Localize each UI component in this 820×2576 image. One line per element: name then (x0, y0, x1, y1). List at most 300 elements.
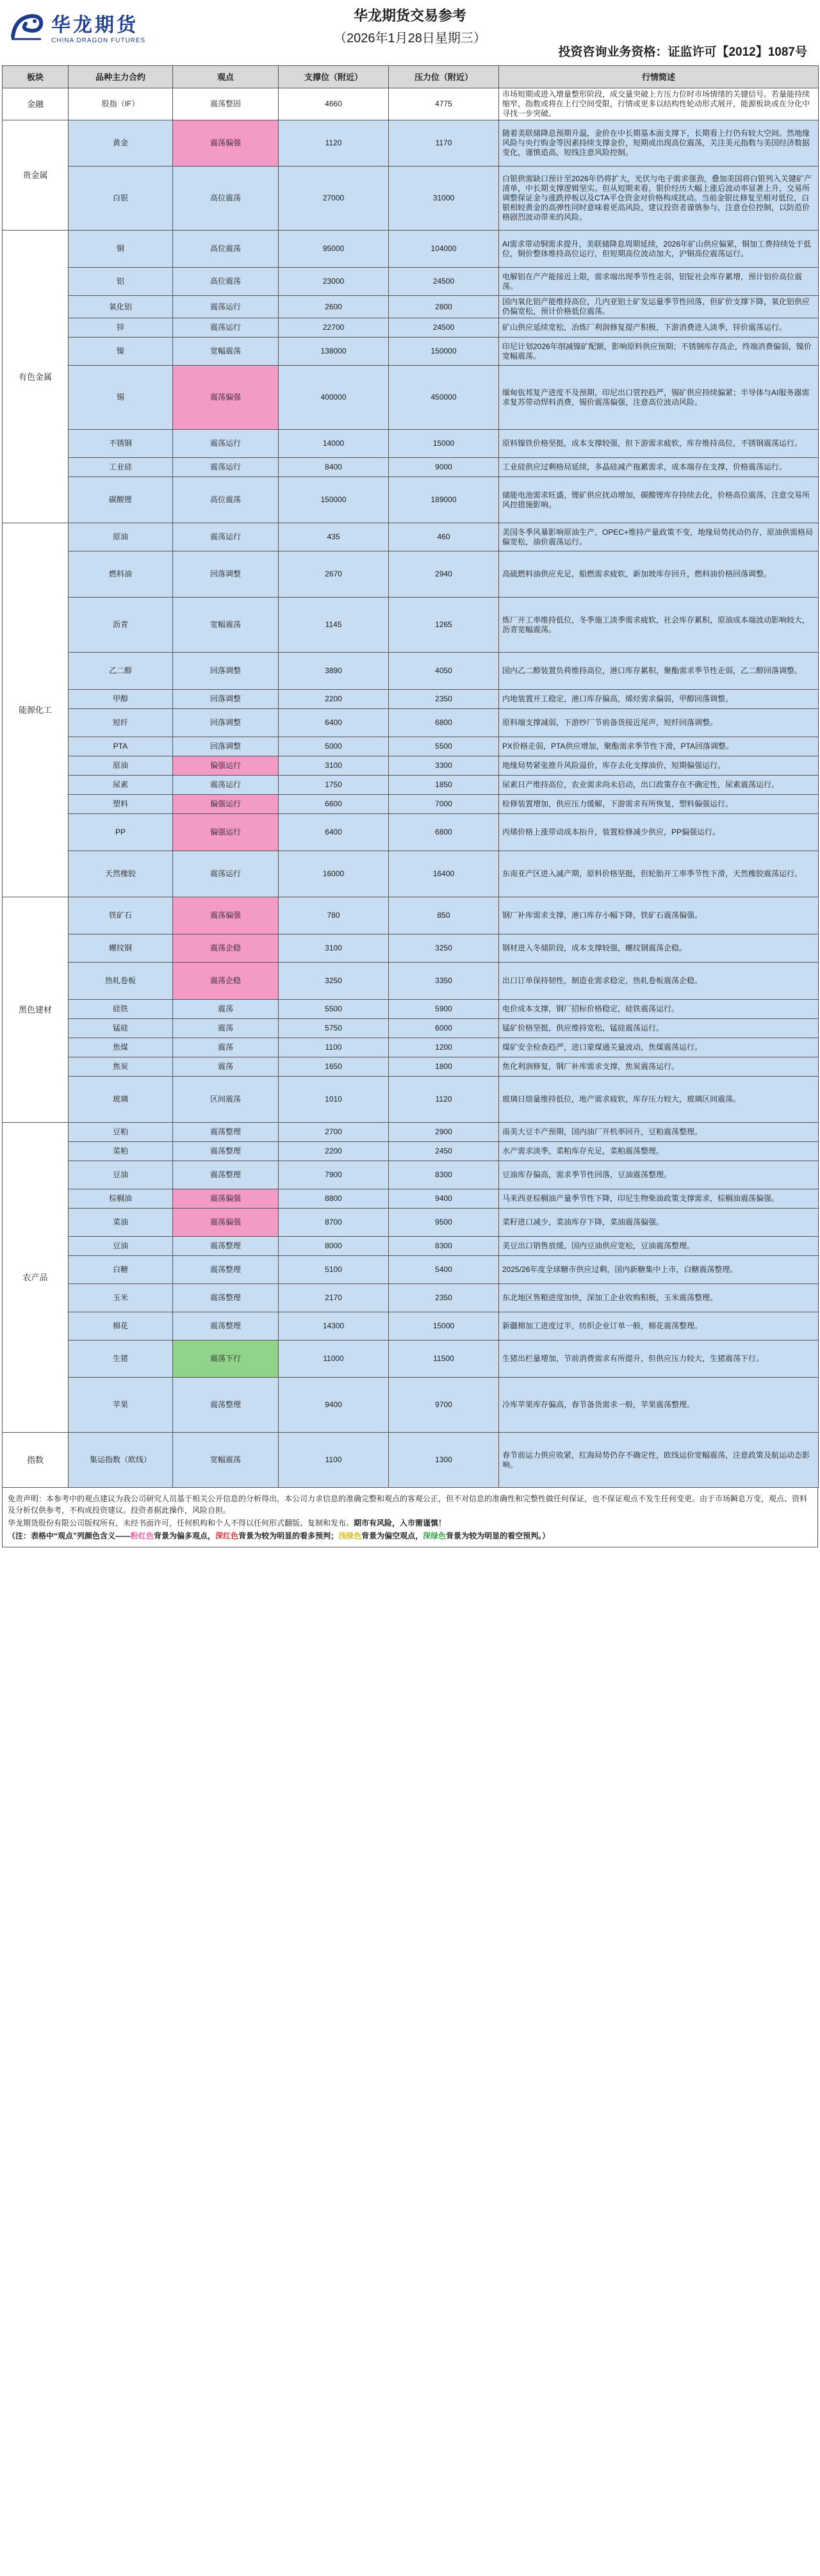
support-cell: 3100 (279, 756, 389, 776)
support-cell: 5750 (279, 1019, 389, 1038)
product-cell: 短纤 (69, 709, 173, 737)
table-row (3, 1256, 819, 1284)
description-cell: 春节前运力供应收紧，红海局势仍存不确定性，欧线运价宽幅震荡，注意政策及航运动态影响。 (499, 1433, 819, 1488)
col-header-sector: 板块 (3, 66, 69, 88)
risk-warning: 期市有风险，入市需谨慎！ (354, 1519, 447, 1528)
resistance-cell: 15000 (389, 1312, 499, 1341)
description-cell: 尿素日产维持高位，农业需求尚未启动，出口政策存在不确定性，尿素震荡运行。 (499, 776, 819, 795)
description-cell: AI需求带动铜需求提升，美联储降息周期延续，2026年矿山供应偏紧，铜加工费持续处于低位，铜价整体维持高位运行，但短期高位波动加大，沪铜高位震荡运行。 (499, 231, 819, 268)
view-cell: 震荡整固 (173, 88, 279, 120)
support-cell: 6400 (279, 709, 389, 737)
support-cell: 2700 (279, 1123, 389, 1142)
product-cell: 热轧卷板 (69, 963, 173, 1000)
legend-light-green: 浅绿色 (338, 1531, 362, 1540)
table-row (3, 795, 819, 814)
resistance-cell: 2350 (389, 690, 499, 709)
description-cell: 原料端支撑减弱，下游纱厂节前备货接近尾声，短纤回落调整。 (499, 709, 819, 737)
description-cell: 新疆棉加工进度过半，纺织企业订单一般，棉花震荡整理。 (499, 1312, 819, 1341)
support-cell: 1100 (279, 1433, 389, 1488)
sector-cell: 贵金属 (3, 120, 69, 231)
page-title: 华龙期货交易参考 (353, 8, 466, 24)
support-cell: 5100 (279, 1256, 389, 1284)
resistance-cell: 9700 (389, 1378, 499, 1433)
resistance-cell: 1265 (389, 598, 499, 653)
brand-name-cn: 华龙期货 (51, 15, 138, 36)
product-cell: 硅铁 (69, 1000, 173, 1019)
table-row (3, 598, 819, 653)
support-cell: 8800 (279, 1189, 389, 1209)
view-cell: 宽幅震荡 (173, 1433, 279, 1488)
description-cell: 2025/26年度全球糖市供应过剩，国内新糖集中上市，白糖震荡整理。 (499, 1256, 819, 1284)
table-row (3, 268, 819, 296)
view-cell: 高位震荡 (173, 268, 279, 296)
description-cell: 水产需求淡季，菜粕库存充足，菜粕震荡整理。 (499, 1142, 819, 1161)
description-cell: 电解铝在产产能接近上限，需求端出现季节性走弱，铝锭社会库存累增，预计铝价高位震荡。 (499, 268, 819, 296)
description-cell: 煤矿安全检查趋严，进口蒙煤通关量波动，焦煤震荡运行。 (499, 1038, 819, 1057)
table-row (3, 737, 819, 756)
description-cell: 菜籽进口减少，菜油库存下降，菜油震荡偏强。 (499, 1209, 819, 1237)
table-row (3, 1057, 819, 1077)
support-cell: 435 (279, 523, 389, 551)
sector-cell: 农产品 (3, 1123, 69, 1433)
description-cell: 白银供需缺口预计至2026年仍将扩大，光伏与电子需求强劲，叠加美国将白银列入关键矿产清单，中长期支撑逻辑坚实。但从短期来看，银价经历大幅上涨后波动率显著上升，交易所调整保证金与涨跌停板以及CTA平仓资金对价格构成扰动。当前金银比修复至相对低位，白银相较黄金的高弹性同时意味着更高风险，建议投资者谨慎参与，注意仓位控制，以防范价格剧烈波动带来的风险。 (499, 167, 819, 231)
description-cell: 随着美联储降息预期升温，金价在中长期基本面支撑下，长期看上行仍有较大空间。然地缘风险与央行购金等因素持续支撑金价，短期或出现高位震荡，关注美元指数与美国经济数据变化，谨慎追高，短线注意风险控制。 (499, 120, 819, 167)
table-row (3, 963, 819, 1000)
table-row (3, 1038, 819, 1057)
resistance-cell: 3300 (389, 756, 499, 776)
description-cell: 玻璃日熔量维持低位，地产需求疲软，库存压力较大，玻璃区间震荡。 (499, 1077, 819, 1123)
sector-cell: 能源化工 (3, 523, 69, 897)
resistance-cell: 104000 (389, 231, 499, 268)
support-cell: 5000 (279, 737, 389, 756)
view-cell: 高位震荡 (173, 477, 279, 523)
table-row (3, 231, 819, 268)
view-cell: 震荡运行 (173, 430, 279, 458)
resistance-cell: 16400 (389, 851, 499, 897)
support-cell: 1145 (279, 598, 389, 653)
product-cell: 锌 (69, 318, 173, 338)
table-row (3, 458, 819, 477)
support-cell: 1100 (279, 1038, 389, 1057)
product-cell: 集运指数（欧线） (69, 1433, 173, 1488)
table-row (3, 338, 819, 366)
resistance-cell: 4050 (389, 653, 499, 690)
product-cell: 锰硅 (69, 1019, 173, 1038)
support-cell: 16000 (279, 851, 389, 897)
sector-cell: 金融 (3, 88, 69, 120)
table-header-row (3, 66, 819, 88)
legend-red-text: 背景为较为明显的看多预判； (238, 1531, 339, 1540)
view-cell: 回落调整 (173, 737, 279, 756)
description-cell: 生猪出栏量增加，节前消费需求有所提升，但供应压力较大，生猪震荡下行。 (499, 1341, 819, 1378)
resistance-cell: 15000 (389, 430, 499, 458)
description-cell: 美豆出口销售放缓，国内豆油供应宽松，豆油震荡整理。 (499, 1237, 819, 1256)
resistance-cell: 1800 (389, 1057, 499, 1077)
license-info: 投资咨询业务资格：证监许可【2012】1087号 (558, 45, 807, 59)
description-cell: 东南亚产区进入减产期，原料价格坚挺，但轮胎开工率季节性下滑，天然橡胶震荡运行。 (499, 851, 819, 897)
view-cell: 震荡偏强 (173, 897, 279, 934)
table-row (3, 776, 819, 795)
view-cell: 震荡整理 (173, 1256, 279, 1284)
copyright-text (8, 1517, 812, 1529)
view-cell: 回落调整 (173, 690, 279, 709)
resistance-cell: 6800 (389, 814, 499, 851)
support-cell: 14300 (279, 1312, 389, 1341)
resistance-cell: 6000 (389, 1019, 499, 1038)
support-cell: 2170 (279, 1284, 389, 1312)
view-cell: 偏强运行 (173, 795, 279, 814)
table-row (3, 366, 819, 430)
resistance-cell: 8300 (389, 1237, 499, 1256)
view-cell: 震荡下行 (173, 1341, 279, 1378)
product-cell: 铁矿石 (69, 897, 173, 934)
legend-dark-green-text: 背景为较为明显的看空预判。） (446, 1531, 550, 1540)
support-cell: 3250 (279, 963, 389, 1000)
resistance-cell: 450000 (389, 366, 499, 430)
reference-table (2, 65, 819, 1488)
description-cell: 国内氧化铝产能维持高位，几内亚铝土矿发运量季节性回落，但矿价支撑下降，氧化铝供应仍偏宽松，预计价格低位震荡。 (499, 296, 819, 318)
description-cell: 炼厂开工率维持低位，冬季施工淡季需求疲软，社会库存累积，原油成本端波动影响较大，沥青宽幅震荡。 (499, 598, 819, 653)
brand-name-en: CHINA DRAGON FUTURES (51, 37, 146, 44)
product-cell: 塑料 (69, 795, 173, 814)
product-cell: 镍 (69, 338, 173, 366)
description-cell: 印尼计划2026年削减镍矿配额，影响原料供应预期；不锈钢库存高企，终端消费偏弱，镍价宽幅震荡。 (499, 338, 819, 366)
table-row (3, 1284, 819, 1312)
view-cell: 震荡偏强 (173, 366, 279, 430)
product-cell: 燃料油 (69, 551, 173, 598)
support-cell: 1120 (279, 120, 389, 167)
resistance-cell: 8300 (389, 1161, 499, 1189)
product-cell: 棕榈油 (69, 1189, 173, 1209)
resistance-cell: 2900 (389, 1123, 499, 1142)
view-cell: 高位震荡 (173, 231, 279, 268)
description-cell: 原料镍铁价格坚挺，成本支撑较强，但下游需求疲软，库存维持高位，不锈钢震荡运行。 (499, 430, 819, 458)
table-row (3, 1123, 819, 1142)
resistance-cell: 460 (389, 523, 499, 551)
resistance-cell: 24500 (389, 318, 499, 338)
product-cell: 焦炭 (69, 1057, 173, 1077)
table-row (3, 1237, 819, 1256)
description-cell: 丙烯价格上涨带动成本抬升，装置检修减少供应，PP偏强运行。 (499, 814, 819, 851)
product-cell: 螺纹钢 (69, 934, 173, 963)
view-cell: 震荡 (173, 1019, 279, 1038)
description-cell: 南美大豆丰产预期，国内油厂开机率回升，豆粕震荡整理。 (499, 1123, 819, 1142)
view-cell: 偏强运行 (173, 814, 279, 851)
view-cell: 震荡整理 (173, 1378, 279, 1433)
product-cell: 铜 (69, 231, 173, 268)
view-cell: 震荡整理 (173, 1237, 279, 1256)
product-cell: 苹果 (69, 1378, 173, 1433)
view-cell: 回落调整 (173, 551, 279, 598)
table-row (3, 430, 819, 458)
view-cell: 震荡整理 (173, 1284, 279, 1312)
resistance-cell: 11500 (389, 1341, 499, 1378)
product-cell: 天然橡胶 (69, 851, 173, 897)
table-row (3, 934, 819, 963)
description-cell: 国内乙二醇装置负荷维持高位，港口库存累积，聚酯需求季节性走弱，乙二醇回落调整。 (499, 653, 819, 690)
product-cell: 玻璃 (69, 1077, 173, 1123)
product-cell: PTA (69, 737, 173, 756)
support-cell: 150000 (279, 477, 389, 523)
view-cell: 偏强运行 (173, 756, 279, 776)
resistance-cell: 6800 (389, 709, 499, 737)
resistance-cell: 1170 (389, 120, 499, 167)
description-cell: PX价格走弱，PTA供应增加，聚酯需求季节性下滑，PTA回落调整。 (499, 737, 819, 756)
legend-pink-text: 背景为偏多观点， (154, 1531, 216, 1540)
view-cell: 震荡整理 (173, 1123, 279, 1142)
view-cell: 震荡整理 (173, 1161, 279, 1189)
table-row (3, 1000, 819, 1019)
resistance-cell: 31000 (389, 167, 499, 231)
view-cell: 区间震荡 (173, 1077, 279, 1123)
view-cell: 震荡偏强 (173, 120, 279, 167)
table-body (3, 88, 819, 1488)
description-cell: 钢厂补库需求支撑，港口库存小幅下降，铁矿石震荡偏强。 (499, 897, 819, 934)
resistance-cell: 189000 (389, 477, 499, 523)
support-cell: 11000 (279, 1341, 389, 1378)
support-cell: 138000 (279, 338, 389, 366)
support-cell: 400000 (279, 366, 389, 430)
product-cell: 股指（IF） (69, 88, 173, 120)
support-cell: 2200 (279, 1142, 389, 1161)
col-header-resistance: 压力位（附近） (389, 66, 499, 88)
support-cell: 95000 (279, 231, 389, 268)
product-cell: 原油 (69, 523, 173, 551)
table-row (3, 1189, 819, 1209)
description-cell: 地缘局势紧张推升风险溢价，库存去化支撑油价，短期偏强运行。 (499, 756, 819, 776)
description-cell: 检修装置增加，供应压力缓解，下游需求有所恢复，塑料偏强运行。 (499, 795, 819, 814)
table-row (3, 120, 819, 167)
support-cell: 780 (279, 897, 389, 934)
table-row (3, 1433, 819, 1488)
support-cell: 9400 (279, 1378, 389, 1433)
product-cell: 铝 (69, 268, 173, 296)
table-row (3, 1209, 819, 1237)
product-cell: 豆粕 (69, 1123, 173, 1142)
product-cell: 不锈钢 (69, 430, 173, 458)
description-cell: 缅甸佤邦复产进度不及预期，印尼出口管控趋严，锡矿供应持续偏紧；半导体与AI服务器需求复苏带动焊料消费，锡价震荡偏强，注意高位波动风险。 (499, 366, 819, 430)
legend-pink: 粉红色 (131, 1531, 154, 1540)
resistance-cell: 9500 (389, 1209, 499, 1237)
resistance-cell: 9400 (389, 1189, 499, 1209)
product-cell: 锡 (69, 366, 173, 430)
view-cell: 震荡 (173, 1057, 279, 1077)
view-cell: 震荡偏强 (173, 1189, 279, 1209)
description-cell: 美国冬季风暴影响原油生产，OPEC+维持产量政策不变，地缘局势扰动仍存，原油供需格局偏宽松，油价震荡运行。 (499, 523, 819, 551)
table-row (3, 1341, 819, 1378)
support-cell: 23000 (279, 268, 389, 296)
description-cell: 马来西亚棕榈油产量季节性下降，印尼生物柴油政策支撑需求，棕榈油震荡偏强。 (499, 1189, 819, 1209)
support-cell: 2670 (279, 551, 389, 598)
product-cell: 乙二醇 (69, 653, 173, 690)
description-cell: 钢材进入冬储阶段，成本支撑较强，螺纹钢震荡企稳。 (499, 934, 819, 963)
col-header-product: 品种主力合约 (69, 66, 173, 88)
product-cell: 焦煤 (69, 1038, 173, 1057)
description-cell: 出口订单保持韧性，制造业需求稳定，热轧卷板震荡企稳。 (499, 963, 819, 1000)
view-cell: 回落调整 (173, 653, 279, 690)
support-cell: 14000 (279, 430, 389, 458)
view-cell: 震荡运行 (173, 318, 279, 338)
support-cell: 3100 (279, 934, 389, 963)
view-cell: 震荡 (173, 1038, 279, 1057)
product-cell: 碳酸锂 (69, 477, 173, 523)
description-cell: 储能电池需求旺盛，锂矿供应扰动增加，碳酸锂库存持续去化，价格高位震荡，注意交易所风控措施影响。 (499, 477, 819, 523)
description-cell: 市场短期或进入增量整形阶段，成交量突破上方压力位时市场情绪的关键信号。若量能持续缩窄，指数或将在上行空间受限，行情或更多以结构性轮动形式展开，能源板块或在分化中寻找一步突破。 (499, 88, 819, 120)
support-cell: 1010 (279, 1077, 389, 1123)
view-cell: 震荡偏强 (173, 1209, 279, 1237)
support-cell: 27000 (279, 167, 389, 231)
product-cell: 豆油 (69, 1161, 173, 1189)
table-row (3, 1019, 819, 1038)
legend-light-green-text: 背景为偏空观点， (361, 1531, 423, 1540)
view-cell: 震荡企稳 (173, 934, 279, 963)
resistance-cell: 9000 (389, 458, 499, 477)
resistance-cell: 150000 (389, 338, 499, 366)
resistance-cell: 5500 (389, 737, 499, 756)
support-cell: 8700 (279, 1209, 389, 1237)
product-cell: 菜油 (69, 1209, 173, 1237)
product-cell: 棉花 (69, 1312, 173, 1341)
support-cell: 2200 (279, 690, 389, 709)
support-cell: 4660 (279, 88, 389, 120)
table-row (3, 897, 819, 934)
sector-cell: 指数 (3, 1433, 69, 1488)
description-cell: 东北地区售粮进度加快，深加工企业收购积极，玉米震荡整理。 (499, 1284, 819, 1312)
description-cell: 豆油库存偏高，需求季节性回落，豆油震荡整理。 (499, 1161, 819, 1189)
support-cell: 6400 (279, 814, 389, 851)
col-header-view: 观点 (173, 66, 279, 88)
support-cell: 2600 (279, 296, 389, 318)
view-cell: 震荡运行 (173, 523, 279, 551)
resistance-cell: 7000 (389, 795, 499, 814)
support-cell: 6600 (279, 795, 389, 814)
legend-prefix: （注：表格中“观点”列颜色含义—— (8, 1531, 131, 1540)
table-row (3, 88, 819, 120)
table-row (3, 709, 819, 737)
view-cell: 震荡运行 (173, 851, 279, 897)
legend-dark-green: 深绿色 (423, 1531, 447, 1540)
resistance-cell: 5400 (389, 1256, 499, 1284)
description-cell: 锰矿价格坚挺，供应维持宽松，锰硅震荡运行。 (499, 1019, 819, 1038)
support-cell: 7900 (279, 1161, 389, 1189)
col-header-support: 支撑位（附近） (279, 66, 389, 88)
resistance-cell: 850 (389, 897, 499, 934)
footer (2, 1488, 818, 1547)
table-row (3, 1312, 819, 1341)
table-row (3, 318, 819, 338)
sector-cell: 有色金属 (3, 231, 69, 523)
resistance-cell: 2940 (389, 551, 499, 598)
resistance-cell: 2350 (389, 1284, 499, 1312)
view-cell: 震荡企稳 (173, 963, 279, 1000)
sector-cell: 黑色建材 (3, 897, 69, 1123)
product-cell: 甲醇 (69, 690, 173, 709)
view-cell: 震荡运行 (173, 296, 279, 318)
table-row (3, 523, 819, 551)
product-cell: 玉米 (69, 1284, 173, 1312)
product-cell: 白糖 (69, 1256, 173, 1284)
product-cell: 尿素 (69, 776, 173, 795)
resistance-cell: 5900 (389, 1000, 499, 1019)
description-cell: 内地装置开工稳定，港口库存偏高，烯烃需求偏弱，甲醇回落调整。 (499, 690, 819, 709)
description-cell: 工业硅供应过剩格局延续，多晶硅减产拖累需求，成本端存在支撑，价格震荡运行。 (499, 458, 819, 477)
table-row (3, 690, 819, 709)
product-cell: 生猪 (69, 1341, 173, 1378)
product-cell: 工业硅 (69, 458, 173, 477)
view-cell: 震荡运行 (173, 458, 279, 477)
table-row (3, 851, 819, 897)
resistance-cell: 2450 (389, 1142, 499, 1161)
product-cell: 白银 (69, 167, 173, 231)
product-cell: 原油 (69, 756, 173, 776)
table-row (3, 1077, 819, 1123)
resistance-cell: 1850 (389, 776, 499, 795)
table-row (3, 551, 819, 598)
resistance-cell: 4775 (389, 88, 499, 120)
view-cell: 震荡整理 (173, 1142, 279, 1161)
support-cell: 5500 (279, 1000, 389, 1019)
product-cell: 黄金 (69, 120, 173, 167)
view-cell: 高位震荡 (173, 167, 279, 231)
resistance-cell: 1120 (389, 1077, 499, 1123)
table-row (3, 1142, 819, 1161)
report-date: （2026年1月28日星期三） (334, 31, 486, 45)
table-row (3, 296, 819, 318)
product-cell: 豆油 (69, 1237, 173, 1256)
legend-red: 深红色 (215, 1531, 239, 1540)
view-cell: 震荡运行 (173, 776, 279, 795)
support-cell: 3890 (279, 653, 389, 690)
view-cell: 回落调整 (173, 709, 279, 737)
product-cell: 氧化铝 (69, 296, 173, 318)
description-cell: 高硫燃料油供应充足，船燃需求疲软，新加坡库存回升，燃料油价格回落调整。 (499, 551, 819, 598)
resistance-cell: 24500 (389, 268, 499, 296)
resistance-cell: 1200 (389, 1038, 499, 1057)
product-cell: 菜粕 (69, 1142, 173, 1161)
table-row (3, 814, 819, 851)
resistance-cell: 3350 (389, 963, 499, 1000)
description-cell: 电价成本支撑，钢厂招标价格稳定，硅铁震荡运行。 (499, 1000, 819, 1019)
support-cell: 22700 (279, 318, 389, 338)
col-header-description: 行情简述 (499, 66, 819, 88)
view-cell: 震荡 (173, 1000, 279, 1019)
resistance-cell: 3250 (389, 934, 499, 963)
table-row (3, 167, 819, 231)
table-row (3, 477, 819, 523)
resistance-cell: 1300 (389, 1433, 499, 1488)
table-row (3, 653, 819, 690)
page-header (0, 0, 820, 65)
view-cell: 宽幅震荡 (173, 338, 279, 366)
table-row (3, 756, 819, 776)
description-cell: 冷库苹果库存偏高，春节备货需求一般，苹果震荡整理。 (499, 1378, 819, 1433)
disclaimer-text: 免责声明：本参考中的观点建议为我公司研究人员基于相关公开信息的分析得出，本公司力求信息的准确完整和观点的客观公正，但不对信息的准确性和完整性做任何保证，也不保证观点不发生任何变更。由于市场瞬息万变，观点、资料及分析仅供参考，不构成投资建议。投资者据此操作，风险自担。 (8, 1494, 808, 1515)
product-cell: PP (69, 814, 173, 851)
support-cell: 8400 (279, 458, 389, 477)
view-cell: 震荡整理 (173, 1312, 279, 1341)
copyright-line: 华龙期货股份有限公司版权所有，未经书面许可，任何机构和个人不得以任何形式翻版、复制和发布。 (8, 1519, 354, 1528)
resistance-cell: 2800 (389, 296, 499, 318)
support-cell: 1750 (279, 776, 389, 795)
description-cell: 矿山供应延续宽松，冶炼厂利润修复提产积极，下游消费进入淡季，锌价震荡运行。 (499, 318, 819, 338)
view-cell: 宽幅震荡 (173, 598, 279, 653)
color-legend (8, 1530, 812, 1542)
support-cell: 8000 (279, 1237, 389, 1256)
support-cell: 1650 (279, 1057, 389, 1077)
table-row (3, 1378, 819, 1433)
product-cell: 沥青 (69, 598, 173, 653)
description-cell: 焦化利润修复，钢厂补库需求支撑，焦炭震荡运行。 (499, 1057, 819, 1077)
